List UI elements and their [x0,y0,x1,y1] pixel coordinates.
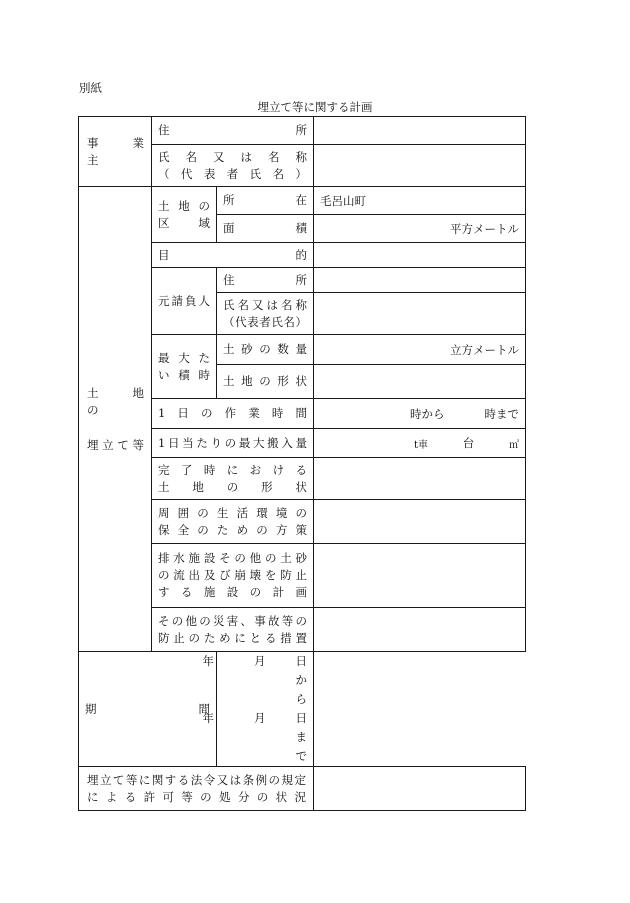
completion-shape-label-2: 土地の形状 [158,479,307,494]
land-area-label-2: 区 域 [158,215,210,230]
plan-form-table [78,116,526,811]
max-deposit-label-2: い 積 時 [158,367,210,382]
landfill-label-2: 埋 立 て 等 [87,437,144,452]
drainage-label-cell [152,544,314,608]
land-shape-label: 土地の形状 [223,374,307,388]
drainage-label-3: する施設の計画 [158,585,307,599]
row-land-location [79,187,526,215]
owner-name-label-cell [152,145,314,187]
landfill-label-1: 土 地 の [87,385,156,417]
contractor-name-value[interactable] [314,293,526,335]
owner-name-label-1: 氏名又は名称 [158,149,307,164]
soil-qty-label: 土砂の数量 [223,342,307,356]
period-from-line [202,652,307,709]
work-hours-to: 時まで [484,406,519,421]
disaster-label-2: 防止のためにとる措置 [158,630,307,645]
completion-shape-label-cell [152,458,314,500]
owner-label-cell [79,117,156,187]
daily-max-truck: t車 [414,439,429,451]
daily-max-label: 1日当たりの最大搬入量 [158,435,307,450]
row-period [79,652,526,767]
completion-shape-value[interactable] [314,458,526,500]
landfill-label-cell [79,187,156,652]
period-label: 期 間 [85,701,210,716]
document-title: 埋立て等に関する計画 [257,100,373,114]
completion-shape-label-1: 完了時における [158,462,307,477]
disaster-label-1: その他の災害、事故等の [158,613,307,628]
purpose-value[interactable] [314,243,526,268]
purpose-label-cell [152,243,314,268]
owner-address-label: 住 所 [158,123,307,137]
purpose-label: 目 的 [158,247,307,262]
permit-status-label-cell [79,767,314,811]
page-label: 別紙 [79,81,102,95]
max-deposit-label-cell [152,335,217,399]
contractor-address-value[interactable] [314,268,526,293]
row-permit-status [79,767,526,811]
contractor-name-label-cell [217,293,314,335]
work-hours-value[interactable] [314,399,526,429]
period-to-day: 日まで [295,711,307,763]
owner-address-label-cell [152,117,314,145]
location-label-cell [217,187,314,215]
area-label-cell [217,215,314,243]
contractor-label-cell [152,268,217,335]
land-area-label-1: 土地の [158,198,210,213]
drainage-label-1: 排水施設その他の土砂 [158,551,307,565]
location-value[interactable]: 毛呂山町 [314,187,526,215]
environment-label-cell [152,500,314,544]
row-owner-address [79,117,526,145]
environment-label-1: 周囲の生活環境の [158,505,307,520]
daily-max-count-unit: 台 [462,436,475,450]
max-deposit-label-1: 最 大 た [158,350,210,365]
work-hours-from: 時から [410,406,445,421]
period-to-line [202,709,307,766]
disaster-value[interactable] [314,608,526,652]
owner-address-value[interactable] [314,117,526,145]
permit-status-label-1: 埋立て等に関する法令又は条例の規定 [87,772,306,787]
soil-qty-label-cell [217,335,314,365]
environment-label-2: 保全のための方策 [158,522,307,537]
period-to-month: 月 [254,711,266,725]
period-label-cell [79,652,217,767]
period-from-year: 年 [202,654,214,668]
disaster-label-cell [152,608,314,652]
location-label: 所 在 [223,193,307,207]
contractor-label: 元請負人 [158,293,210,308]
work-hours-label: 1日の作業時間 [158,406,307,420]
land-shape-label-cell [217,365,314,399]
period-from-day: 日から [295,654,307,706]
permit-status-value[interactable] [314,767,526,811]
environment-value[interactable] [314,500,526,544]
soil-qty-unit[interactable]: 立方メートル [314,335,526,365]
owner-name-label-2: （代表者氏名） [158,166,307,181]
period-to-year: 年 [202,711,214,725]
area-label: 面 積 [223,221,307,235]
owner-name-value[interactable] [314,145,526,187]
period-from-month: 月 [254,654,266,668]
contractor-name-label-1: 氏名又は名称 [223,297,307,312]
drainage-label-2: の流出及び崩壊を防止 [158,568,307,582]
owner-label: 事 業 主 [87,135,156,167]
work-hours-label-cell [152,399,314,429]
contractor-name-label-2: （代表者氏名） [223,314,307,329]
land-shape-value[interactable] [314,365,526,399]
permit-status-label-2: による許可等の処分の状況 [87,789,306,804]
contractor-address-label: 住 所 [223,272,307,287]
land-area-label-cell [152,187,217,243]
daily-max-value[interactable] [314,429,526,458]
daily-max-label-cell [152,429,314,458]
area-unit[interactable]: 平方メートル [314,215,526,243]
drainage-value[interactable] [314,544,526,608]
daily-max-volume-unit: ㎥ [509,439,519,451]
period-value[interactable] [202,652,314,767]
contractor-address-label-cell [217,268,314,293]
